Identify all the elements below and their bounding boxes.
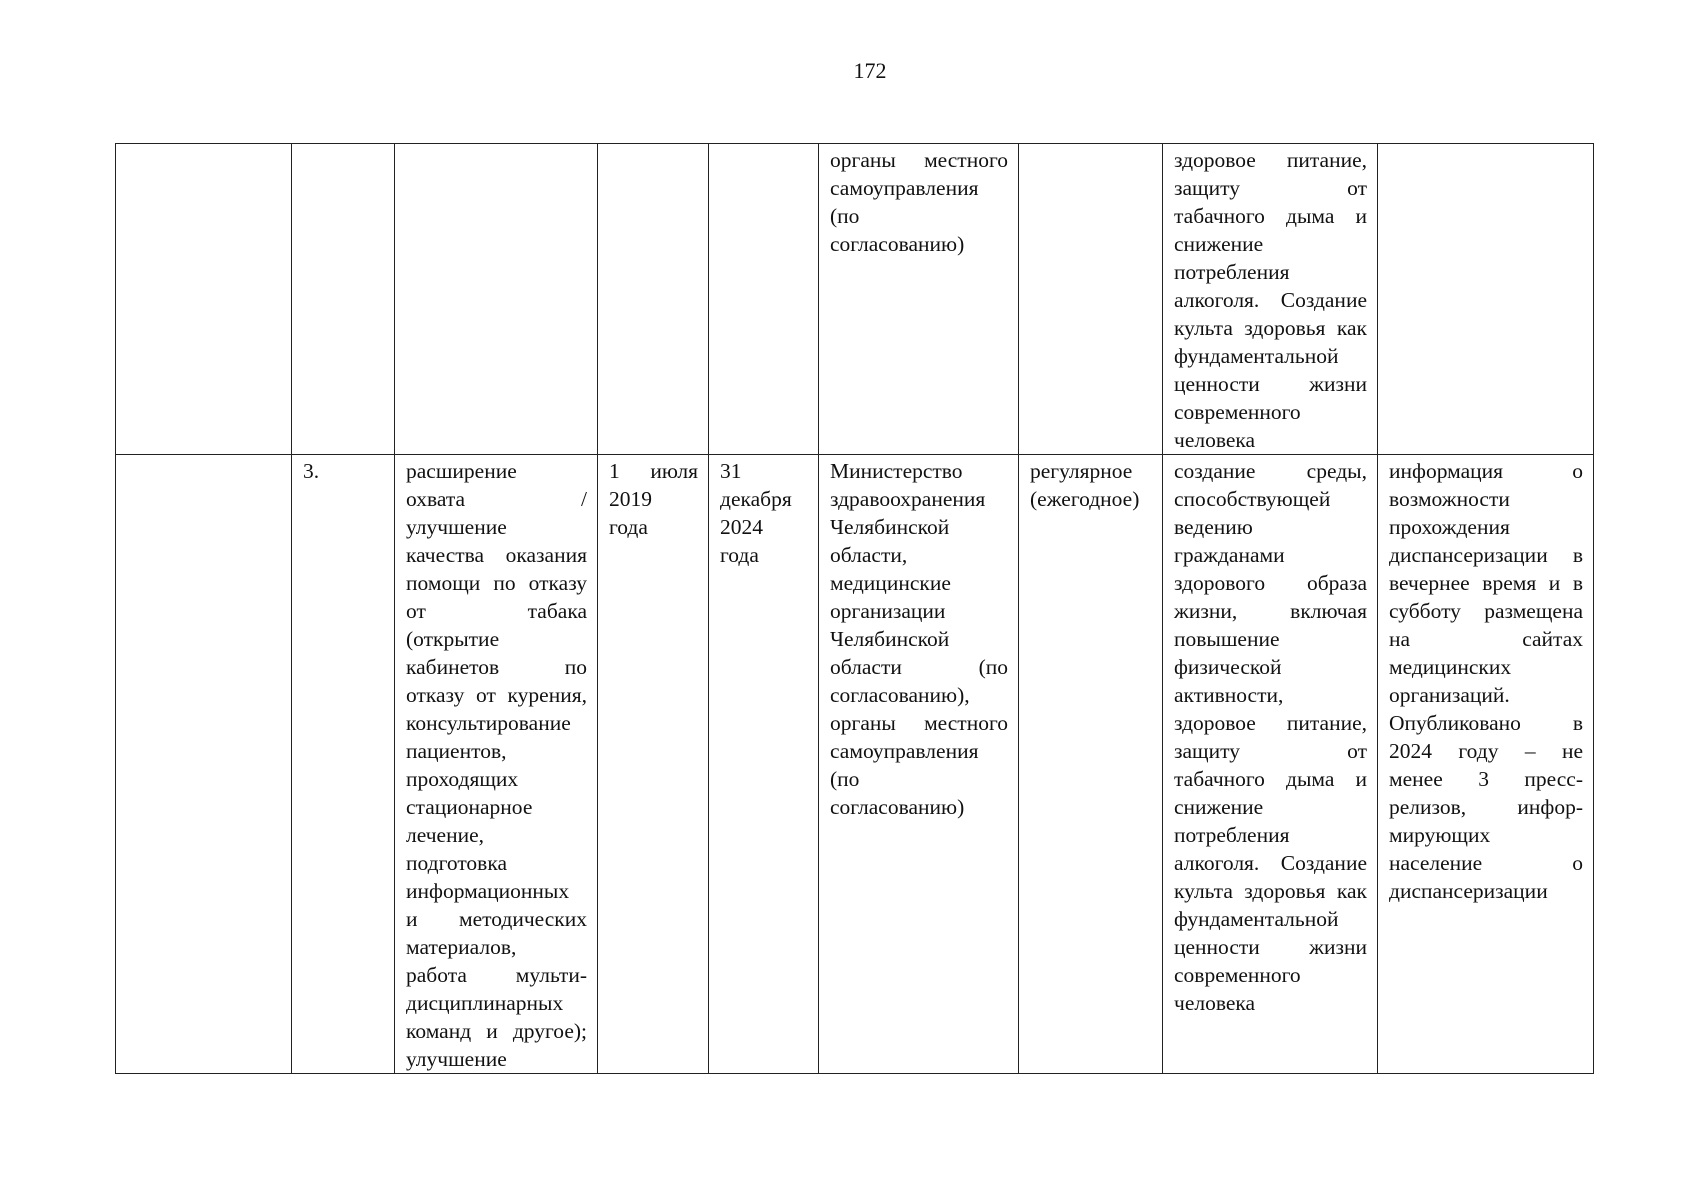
cell-responsible — [819, 455, 1019, 1074]
cell-line: табачного дыма и — [1174, 767, 1367, 791]
cell-line: релизов, инфор- — [1389, 795, 1583, 819]
cell-line: потребления — [1174, 260, 1290, 284]
cell-start-date — [598, 455, 709, 1074]
cell-end-date — [709, 455, 819, 1074]
cell-line: команд и другое); — [406, 1019, 587, 1043]
cell-line: человека — [1174, 428, 1256, 452]
cell-line: медицинские — [830, 571, 951, 595]
cell-line: помощи по отказу — [406, 571, 587, 595]
cell-blank — [116, 144, 292, 455]
cell-line: области (по — [830, 655, 1008, 679]
cell-line: фундаментальной — [1174, 907, 1339, 931]
cell-line: возможности — [1389, 487, 1510, 511]
cell-line: улучшение — [406, 1047, 507, 1071]
cell-line: население о — [1389, 851, 1583, 875]
cell-line: согласованию), — [830, 683, 970, 707]
cell-line: декабря — [720, 487, 792, 511]
cell-line: организаций. — [1389, 683, 1510, 707]
cell-line: информация о — [1389, 459, 1583, 483]
cell-line: медицинских — [1389, 655, 1512, 679]
cell-line: здравоохранения — [830, 487, 986, 511]
cell-line: ценности жизни — [1174, 935, 1367, 959]
cell-result — [1163, 455, 1378, 1074]
cell-line: 2019 — [609, 487, 652, 511]
cell-line: табачного дыма и — [1174, 204, 1367, 228]
cell-line: работа мульти- — [406, 963, 587, 987]
cell-line: менее 3 пресс- — [1389, 767, 1583, 791]
cell-line: информационных — [406, 879, 570, 903]
cell-line: Челябинской — [830, 627, 950, 651]
cell-line: культа здоровья как — [1174, 316, 1367, 340]
cell-line: самоуправления — [830, 176, 979, 200]
cell-line: и методических — [406, 907, 587, 931]
cell-line: самоуправления — [830, 739, 979, 763]
cell-line: органы местного — [830, 148, 1008, 172]
table-row — [116, 144, 1594, 455]
cell-line: лечение, — [406, 823, 485, 847]
cell-line: (по — [830, 204, 860, 228]
cell-frequency — [1019, 144, 1163, 455]
cell-line: мирующих — [1389, 823, 1491, 847]
cell-line: здоровое питание, — [1174, 148, 1367, 172]
cell-line: вечернее время и в — [1389, 571, 1583, 595]
cell-line: пациентов, — [406, 739, 507, 763]
cell-line: консультирование — [406, 711, 571, 735]
cell-line: Министерство — [830, 459, 963, 483]
cell-frequency — [1019, 455, 1163, 1074]
cell-line: прохождения — [1389, 515, 1510, 539]
cell-responsible — [819, 144, 1019, 455]
cell-indicator — [1378, 455, 1594, 1074]
cell-line: на сайтах — [1389, 627, 1583, 651]
cell-line: защиту от — [1174, 176, 1367, 200]
cell-result — [1163, 144, 1378, 455]
cell-line: субботу размещена — [1389, 599, 1583, 623]
cell-blank — [116, 455, 292, 1074]
cell-line: человека — [1174, 991, 1256, 1015]
cell-line: согласованию) — [830, 232, 965, 256]
cell-line: защиту от — [1174, 739, 1367, 763]
cell-line: фундаментальной — [1174, 344, 1339, 368]
cell-number — [292, 144, 395, 455]
page-number: 172 — [853, 58, 887, 83]
cell-end-date — [709, 144, 819, 455]
cell-line: современного — [1174, 963, 1301, 987]
cell-line: способствующей — [1174, 487, 1331, 511]
cell-line: потребления — [1174, 823, 1290, 847]
cell-line: от табака — [406, 599, 587, 623]
cell-line: организации — [830, 599, 946, 623]
cell-line: отказу от курения, — [406, 683, 587, 707]
cell-line: (по — [830, 767, 860, 791]
cell-line: года — [720, 543, 759, 567]
cell-activity — [395, 144, 598, 455]
cell-line: активности, — [1174, 683, 1284, 707]
cell-line: гражданами — [1174, 543, 1285, 567]
cell-line: снижение — [1174, 232, 1264, 256]
cell-line: регулярное — [1030, 459, 1133, 483]
cell-line: подготовка — [406, 851, 508, 875]
cell-line: 2024 году – не — [1389, 739, 1583, 763]
cell-line: здоровое питание, — [1174, 711, 1367, 735]
cell-line: дисциплинарных — [406, 991, 564, 1015]
cell-number: 3. — [292, 455, 395, 1074]
cell-line: жизни, включая — [1174, 599, 1367, 623]
table-row — [116, 455, 1594, 1074]
cell-activity — [395, 455, 598, 1074]
cell-line: диспансеризации — [1389, 879, 1548, 903]
cell-line: (ежегодное) — [1030, 487, 1140, 511]
cell-line: алкоголя. Создание — [1174, 851, 1367, 875]
cell-line: снижение — [1174, 795, 1264, 819]
cell-line: года — [609, 515, 648, 539]
cell-line: современного — [1174, 400, 1301, 424]
measures-table — [115, 143, 1594, 1074]
cell-line: 1 июля — [609, 459, 698, 483]
cell-indicator — [1378, 144, 1594, 455]
cell-line: ценности жизни — [1174, 372, 1367, 396]
cell-line: диспансеризации в — [1389, 543, 1583, 567]
cell-line: 2024 — [720, 515, 763, 539]
cell-line: Опубликовано в — [1389, 711, 1583, 735]
cell-line: охвата / — [406, 487, 587, 511]
cell-line: согласованию) — [830, 795, 965, 819]
cell-line: Челябинской — [830, 515, 950, 539]
cell-line: качества оказания — [406, 543, 587, 567]
cell-line: алкоголя. Создание — [1174, 288, 1367, 312]
cell-line: улучшение — [406, 515, 507, 539]
cell-line: (открытие — [406, 627, 500, 651]
cell-line: стационарное — [406, 795, 533, 819]
cell-line: создание среды, — [1174, 459, 1367, 483]
cell-line: проходящих — [406, 767, 519, 791]
cell-line: 31 — [720, 459, 742, 483]
cell-line: кабинетов по — [406, 655, 587, 679]
cell-line: культа здоровья как — [1174, 879, 1367, 903]
cell-line: материалов, — [406, 935, 517, 959]
cell-line: органы местного — [830, 711, 1008, 735]
cell-line: области, — [830, 543, 908, 567]
cell-line: повышение — [1174, 627, 1280, 651]
cell-line: здорового образа — [1174, 571, 1367, 595]
cell-line: расширение — [406, 459, 517, 483]
cell-line: ведению — [1174, 515, 1253, 539]
cell-start-date — [598, 144, 709, 455]
cell-line: физической — [1174, 655, 1282, 679]
